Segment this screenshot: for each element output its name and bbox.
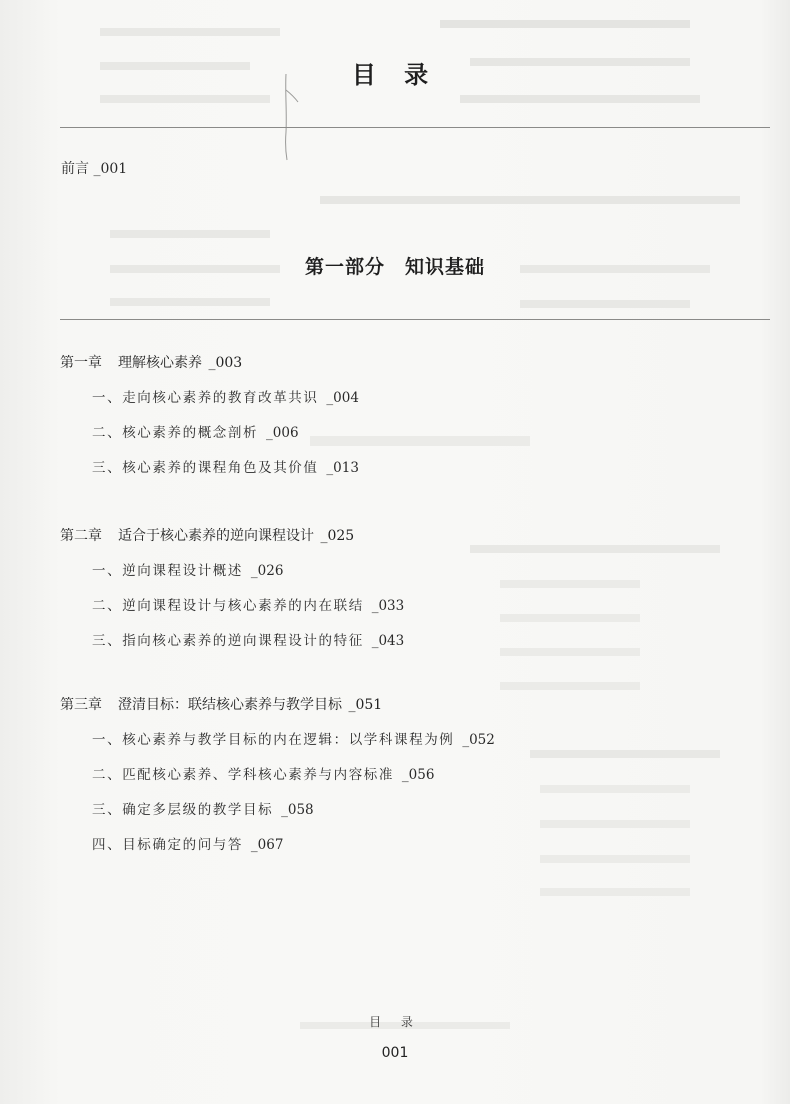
section-entry: [92, 388, 359, 408]
section-page: _006: [266, 425, 299, 441]
bleed-through-mark: [540, 785, 690, 793]
bleed-through-mark: [110, 230, 270, 238]
bleed-through-mark: [500, 682, 640, 690]
section-entry: [92, 765, 495, 785]
chapter-number: 第二章: [60, 528, 102, 544]
bleed-through-mark: [500, 580, 640, 588]
bleed-through-mark: [460, 95, 700, 103]
section-label: 三、核心素养的课程角色及其价值: [92, 460, 319, 476]
chapter-number: 第三章: [60, 697, 102, 713]
section-entry: [92, 458, 359, 478]
bleed-through-mark: [100, 95, 270, 103]
chapter-title: 适合于核心素养的逆向课程设计: [118, 528, 314, 544]
chapter-block: [60, 695, 495, 855]
section-label: 二、核心素养的概念剖析: [92, 425, 259, 441]
chapter-page: _003: [208, 355, 243, 371]
section-entry: [92, 800, 495, 820]
bleed-through-mark: [520, 300, 690, 308]
chapter-heading: [60, 695, 495, 715]
part-heading: 第一部分 知识基础: [304, 256, 485, 278]
section-entry: [92, 423, 359, 443]
section-entry: [92, 835, 495, 855]
page-number: 001: [381, 1045, 409, 1061]
section-label: 四、目标确定的问与答: [92, 837, 243, 853]
divider: [60, 127, 770, 128]
section-entry: [92, 730, 495, 750]
bleed-through-mark: [320, 196, 740, 204]
bleed-through-mark: [440, 20, 690, 28]
section-page: _026: [250, 563, 284, 579]
chapter-block: [60, 353, 359, 478]
section-label: 三、指向核心素养的逆向课程设计的特征: [92, 633, 364, 649]
bleed-through-mark: [470, 545, 720, 553]
chapter-title: 澄清目标：联结核心素养与教学目标: [118, 697, 342, 713]
section-label: 二、逆向课程设计与核心素养的内在联结: [92, 598, 364, 614]
section-page: _067: [250, 837, 284, 853]
preface-label: 前言: [61, 161, 89, 177]
section-label: 三、确定多层级的教学目标: [92, 802, 274, 818]
chapter-block: [60, 526, 404, 651]
running-footer: 目 录: [369, 1015, 421, 1029]
bleed-through-mark: [100, 28, 280, 36]
chapter-number: 第一章: [60, 355, 102, 371]
section-page: _058: [281, 802, 314, 818]
bleed-through-mark: [110, 298, 270, 306]
bleed-through-mark: [540, 820, 690, 828]
chapter-heading: [60, 353, 359, 373]
toc-entry-preface: [61, 158, 127, 178]
divider: [60, 319, 770, 320]
section-label: 一、走向核心素养的教育改革共识: [92, 390, 319, 406]
section-label: 二、匹配核心素养、学科核心素养与内容标准: [92, 767, 394, 783]
section-page: _043: [371, 633, 405, 649]
section-entry: [92, 561, 404, 581]
chapter-page: _051: [348, 697, 383, 713]
chapter-title: 理解核心素养: [118, 355, 202, 371]
section-page: _004: [326, 390, 359, 406]
toc-title: 目 录: [351, 61, 439, 89]
section-entry: [92, 596, 404, 616]
preface-page: _001: [93, 161, 128, 177]
bleed-through-mark: [500, 648, 640, 656]
section-label: 一、逆向课程设计概述: [92, 563, 243, 579]
section-page: _056: [401, 767, 435, 783]
bleed-through-mark: [530, 750, 720, 758]
section-label: 一、核心素养与教学目标的内在逻辑：以学科课程为例: [92, 732, 455, 748]
bleed-through-mark: [540, 888, 690, 896]
bleed-through-mark: [500, 614, 640, 622]
chapter-page: _025: [320, 528, 355, 544]
bleed-through-mark: [540, 855, 690, 863]
section-page: _013: [326, 460, 359, 476]
section-page: _052: [462, 732, 495, 748]
section-page: _033: [371, 598, 405, 614]
section-entry: [92, 631, 404, 651]
chapter-heading: [60, 526, 404, 546]
